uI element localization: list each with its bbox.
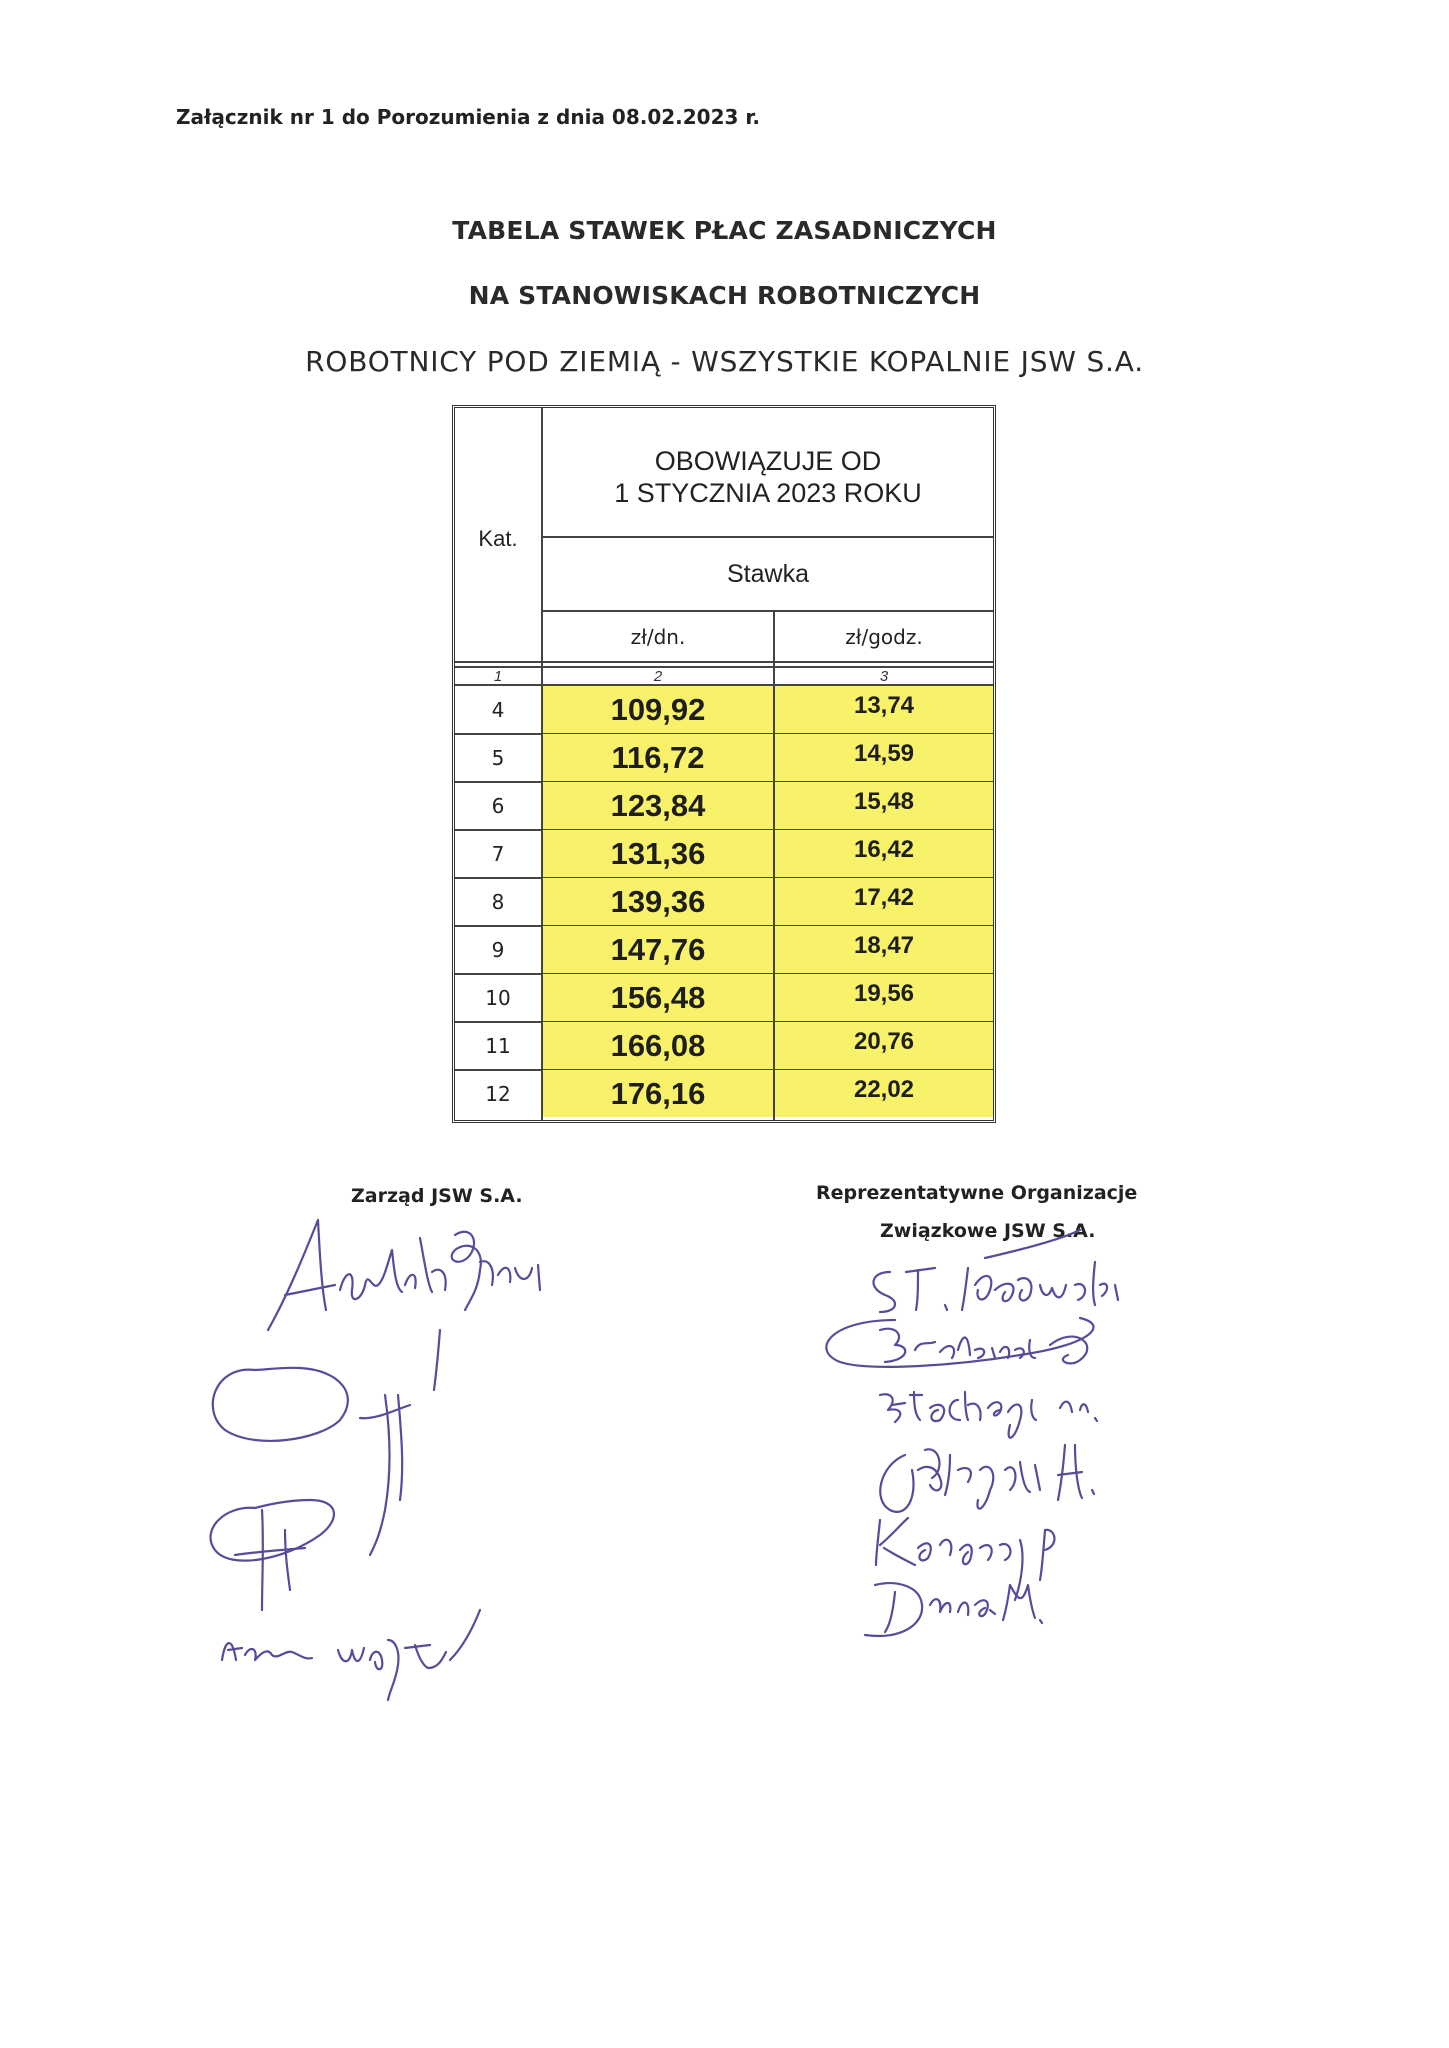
valid-from-line2: 1 STYCZNIA 2023 ROKU — [614, 478, 922, 508]
hourly-rate-value: 13,74 — [853, 691, 915, 719]
daily-rate-cell — [543, 974, 773, 1021]
col-number-1: 1 — [493, 667, 503, 685]
kat-cell — [455, 782, 541, 829]
col-number-1-cell — [455, 668, 541, 684]
hourly-rate-cell — [775, 878, 993, 925]
hourly-rate-cell — [775, 782, 993, 829]
daily-rate-value: 131,36 — [610, 835, 706, 871]
col-number-3: 3 — [879, 667, 889, 685]
hourly-rate-value: 16,42 — [853, 835, 915, 863]
rate-table — [452, 405, 996, 1123]
hourly-rate-cell — [775, 1022, 993, 1069]
hourly-rate-cell — [775, 734, 993, 781]
unions-signature-5 — [876, 1518, 1054, 1600]
management-signature-4 — [222, 1610, 480, 1700]
hourly-rate-value: 20,76 — [853, 1027, 915, 1055]
kat-value: 8 — [491, 889, 505, 914]
kat-value: 5 — [491, 745, 505, 770]
unions-signature-1 — [874, 1230, 1118, 1312]
hourly-rate-value: 18,47 — [853, 931, 915, 959]
unit-day-cell — [543, 612, 773, 661]
unit-hour: zł/godz. — [845, 624, 923, 649]
col-number-3-cell — [775, 668, 993, 684]
daily-rate-cell — [543, 830, 773, 877]
daily-rate-cell — [543, 878, 773, 925]
unit-hour-cell — [775, 612, 993, 661]
kat-cell — [455, 1070, 541, 1117]
hourly-rate-value: 17,42 — [853, 883, 915, 911]
kat-value: 10 — [485, 985, 511, 1010]
hourly-rate-value: 15,48 — [853, 787, 915, 815]
valid-from-line1: OBOWIĄZUJE OD — [654, 446, 882, 476]
daily-rate-cell — [543, 734, 773, 781]
kat-cell — [455, 734, 541, 781]
unions-signature-2 — [826, 1318, 1093, 1367]
annex-line: Załącznik nr 1 do Porozumienia z dnia 08.02.2023 r. — [176, 105, 760, 129]
kat-value: 9 — [491, 937, 505, 962]
unions-signature-3 — [880, 1392, 1097, 1438]
kat-value: 7 — [491, 841, 505, 866]
unions-signature-6 — [865, 1583, 1042, 1636]
daily-rate-cell — [543, 926, 773, 973]
document-subtitle: NA STANOWISKACH ROBOTNICZYCH — [468, 281, 981, 310]
daily-rate-cell — [543, 782, 773, 829]
kat-header: Kat. — [478, 525, 518, 551]
hourly-rate-cell — [775, 926, 993, 973]
hourly-rate-cell — [775, 1070, 993, 1117]
unions-signature-label-line2: Związkowe JSW S.A. — [880, 1220, 1096, 1242]
kat-value: 4 — [491, 697, 505, 722]
kat-cell — [455, 830, 541, 877]
unit-day: zł/dn. — [630, 624, 686, 649]
col-number-2: 2 — [653, 667, 663, 685]
kat-cell — [455, 1022, 541, 1069]
daily-rate-cell — [543, 1022, 773, 1069]
kat-value: 6 — [491, 793, 505, 818]
daily-rate-value: 109,92 — [610, 691, 706, 727]
kat-value: 11 — [485, 1033, 511, 1058]
kat-value: 12 — [485, 1081, 511, 1106]
kat-cell — [455, 686, 541, 733]
rate-header-cell — [543, 538, 993, 610]
hourly-rate-cell — [775, 830, 993, 877]
management-signature-1 — [268, 1220, 540, 1390]
management-signature-2 — [213, 1368, 410, 1555]
unions-signature-4 — [880, 1445, 1094, 1512]
management-signature-3 — [211, 1500, 334, 1610]
kat-cell — [455, 974, 541, 1021]
daily-rate-value: 176,16 — [610, 1075, 706, 1111]
kat-cell — [455, 926, 541, 973]
daily-rate-value: 166,08 — [610, 1027, 706, 1063]
valid-from-cell — [543, 408, 993, 536]
rate-header: Stawka — [727, 560, 809, 588]
hourly-rate-cell — [775, 974, 993, 1021]
daily-rate-cell — [543, 686, 773, 733]
hourly-rate-value: 19,56 — [853, 979, 915, 1007]
kat-header-cell — [455, 408, 541, 661]
document-title: TABELA STAWEK PŁAC ZASADNICZYCH — [452, 216, 997, 245]
unions-signature-label-line1: Reprezentatywne Organizacje — [816, 1182, 1138, 1204]
document-scope: ROBOTNICY POD ZIEMIĄ - WSZYSTKIE KOPALNIE JSW S.A. — [305, 345, 1144, 378]
hourly-rate-cell — [775, 686, 993, 733]
col-number-2-cell — [543, 668, 773, 684]
daily-rate-value: 156,48 — [610, 979, 706, 1015]
kat-cell — [455, 878, 541, 925]
daily-rate-value: 116,72 — [611, 739, 705, 775]
hourly-rate-value: 14,59 — [853, 739, 915, 767]
management-signature-label: Zarząd JSW S.A. — [351, 1185, 523, 1207]
daily-rate-value: 139,36 — [610, 883, 706, 919]
daily-rate-value: 147,76 — [610, 931, 706, 967]
daily-rate-value: 123,84 — [610, 787, 706, 823]
hourly-rate-value: 22,02 — [853, 1075, 915, 1103]
daily-rate-cell — [543, 1070, 773, 1117]
